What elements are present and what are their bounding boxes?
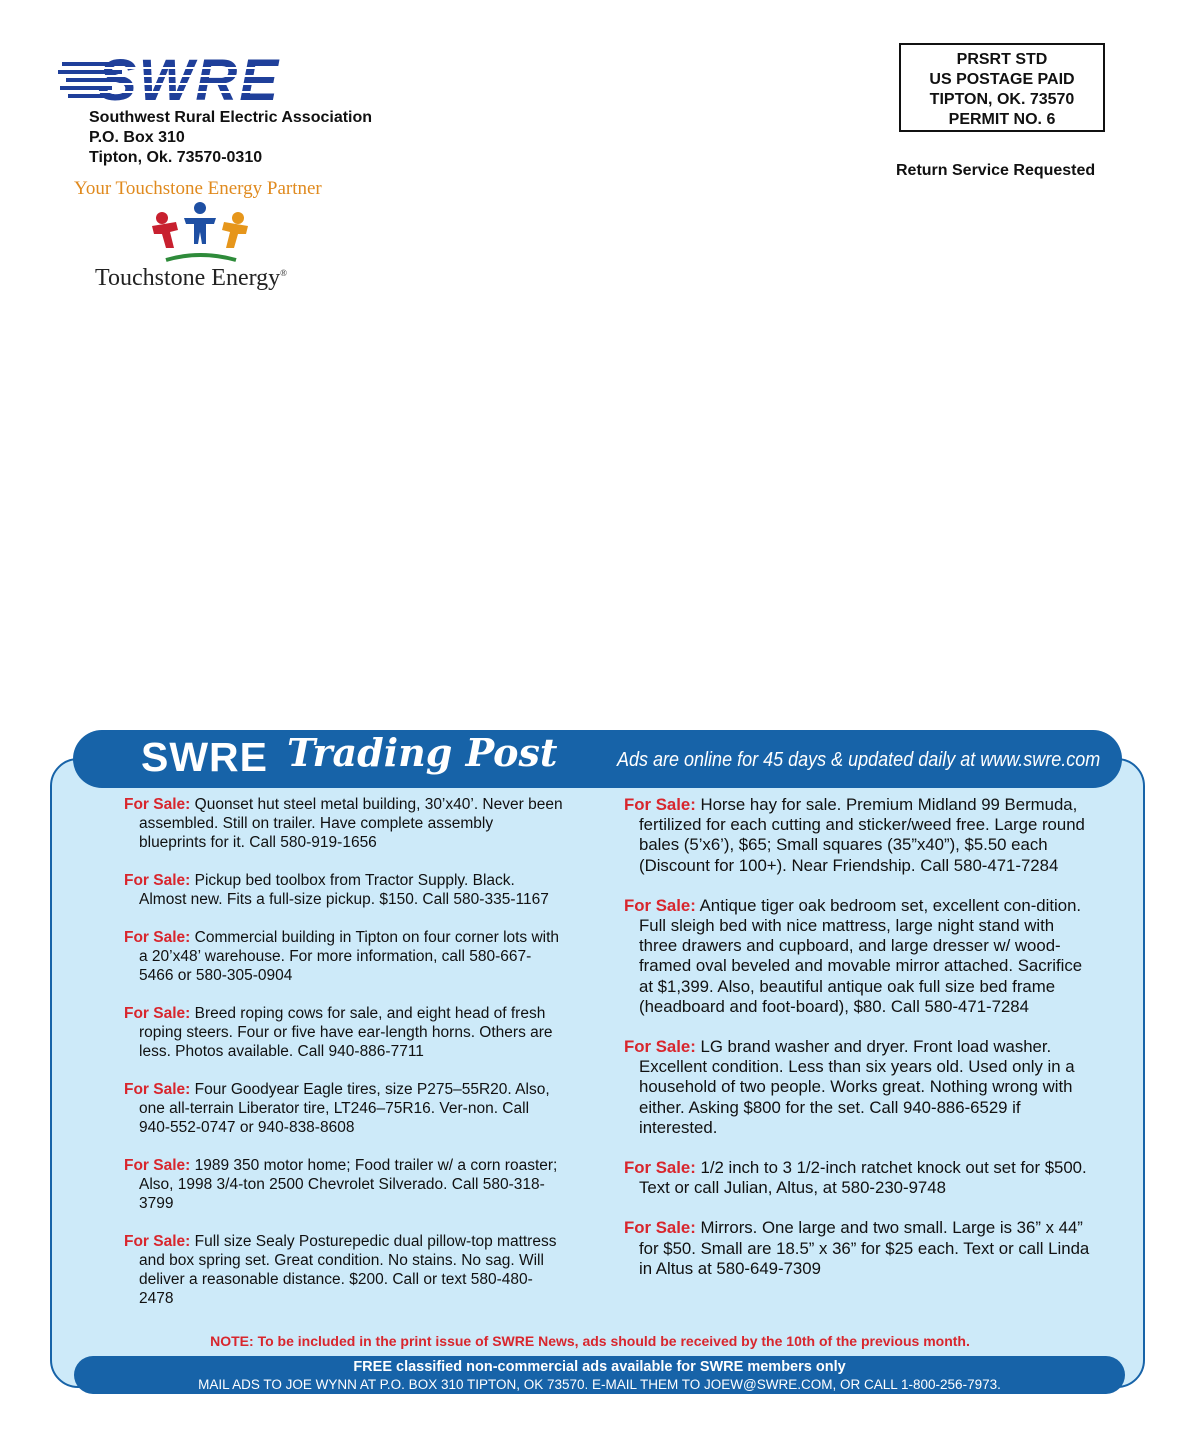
footer-contact: MAIL ADS TO JOE WYNN AT P.O. BOX 310 TIPTON, OK 73570. E-MAIL THEM TO JOEW@SWRE.COM, OR CALL 1-800-256-7973. [198, 1377, 1001, 1392]
ad-label: For Sale: [124, 872, 191, 889]
ad-label: For Sale: [124, 929, 191, 946]
touchstone-people-icon [148, 200, 252, 266]
ad-text: 1989 350 motor home; Food trailer w/ a corn roaster; Also, 1998 3/4-ton 2500 Chevrolet Silverado. Call 580-318-3799 [139, 1157, 558, 1212]
ad-item [624, 1158, 1094, 1198]
submission-note: NOTE: To be included in the print issue of SWRE News, ads should be received by the 10th of the previous month. [210, 1333, 970, 1349]
ad-label: For Sale: [624, 1218, 696, 1238]
brand-name: Touchstone Energy [95, 265, 281, 291]
ad-text: LG brand washer and dryer. Front load washer. Excellent condition. Less than six years old. Used only in a household of two people. Works great. Nothing wrong with either. Asking $800 for the set. Call 940-886-6529 if interested. [639, 1037, 1075, 1137]
ad-item [124, 1004, 564, 1061]
ad-label: For Sale: [124, 1157, 191, 1174]
postage-indicia [899, 43, 1105, 132]
trading-post-banner [73, 730, 1122, 788]
ad-text: 1/2 inch to 3 1/2-inch ratchet knock out set for $500. Text or call Julian, Altus, at 580-230-9748 [639, 1158, 1087, 1198]
po-box: P.O. Box 310 [89, 129, 185, 146]
svg-text:SWRE: SWRE [98, 54, 280, 110]
ad-item [124, 1080, 564, 1137]
banner-online-note: Ads are online for 45 days & updated daily at www.swre.com [617, 749, 1101, 771]
indicia-line-4: PERMIT NO. 6 [948, 111, 1056, 128]
ad-item [124, 871, 564, 909]
ad-label: For Sale: [124, 796, 191, 813]
ad-label: For Sale: [124, 1233, 191, 1250]
ad-text: Pickup bed toolbox from Tractor Supply. Black. Almost new. Fits a full-size pickup. $150. Call 580-335-1167 [139, 872, 549, 908]
indicia-line-3: TIPTON, OK. 73570 [929, 91, 1075, 108]
ad-item [124, 928, 564, 985]
indicia-line-2: US POSTAGE PAID [929, 71, 1075, 88]
ad-text: Full size Sealy Posturepedic dual pillow-top mattress and box spring set. Great condition. No stains. No sag. Will deliver a reasonable distance. $200. Call or text 580-480-2478 [139, 1233, 557, 1307]
ad-text: Quonset hut steel metal building, 30’x40’. Never been assembled. Still on trailer. Have complete assembly blueprints for it. Call 580-919-1656 [139, 796, 563, 851]
swre-logo [58, 54, 326, 110]
ad-label: For Sale: [124, 1005, 191, 1022]
banner-swre: SWRE [141, 734, 268, 780]
ad-text: Commercial building in Tipton on four corner lots with a 20’x48’ warehouse. For more information, call 580-667-5466 or 580-305-0904 [139, 929, 560, 984]
ad-label: For Sale: [624, 1158, 696, 1178]
return-service-requested: Return Service Requested [896, 162, 1096, 179]
ad-item [124, 795, 564, 852]
ad-text: Breed roping cows for sale, and eight head of fresh roping steers. Four or five have ear-length horns. Others are less. Photos available. Call 940-886-7711 [139, 1005, 553, 1060]
ad-item [624, 896, 1094, 1017]
ad-text: Four Goodyear Eagle tires, size P275–55R20. Also, one all-terrain Liberator tire, LT246–75R16. Ver-non. Call 940-552-0747 or 940-838-8608 [139, 1081, 550, 1136]
ads-left-column [124, 795, 564, 1327]
ad-label: For Sale: [624, 895, 696, 915]
ad-item [624, 795, 1094, 876]
ad-text: Horse hay for sale. Premium Midland 99 Bermuda, fertilized for each cutting and sticker/weed free. Large round bales (5’x6’), $65; Small squares (35”x40”), $5.50 each (Discount for 100+). Near Friendship. Call 580-471-7284 [639, 795, 1085, 875]
ad-item [124, 1156, 564, 1213]
org-name: Southwest Rural Electric Association [89, 109, 373, 126]
ad-item [624, 1218, 1094, 1279]
ad-label: For Sale: [624, 1037, 696, 1057]
banner-trading-post: Trading Post [287, 730, 558, 775]
indicia-line-1: PRSRT STD [956, 51, 1048, 68]
touchstone-tagline: Your Touchstone Energy Partner [74, 178, 322, 199]
ad-item [124, 1232, 564, 1308]
footer-free-ads: FREE classified non-commercial ads available for SWRE members only [353, 1359, 846, 1375]
return-address [89, 108, 372, 168]
ad-text: Antique tiger oak bedroom set, excellent con-dition. Full sleigh bed with nice mattress, large night stand with three drawers and cupboard, and large dresser w/ wood-framed oval beveled and movable mirror attached. Sacrifice at $1,399. Also, beautiful antique oak full size bed frame (headboard and foot-board), $80. Call 580-471-7284 [639, 895, 1083, 1016]
touchstone-energy-wordmark [95, 265, 287, 292]
ad-item [624, 1037, 1094, 1138]
ads-right-column [624, 795, 1094, 1299]
registered-mark: ® [280, 268, 288, 278]
ad-label: For Sale: [624, 795, 696, 814]
city-state-zip: Tipton, Ok. 73570-0310 [89, 149, 263, 166]
footer-bar [74, 1356, 1125, 1394]
ad-label: For Sale: [124, 1081, 191, 1098]
ad-text: Mirrors. One large and two small. Large is 36” x 44” for $50. Small are 18.5” x 36” for $25 each. Text or call Linda in Altus at 580-649-7309 [639, 1218, 1090, 1278]
